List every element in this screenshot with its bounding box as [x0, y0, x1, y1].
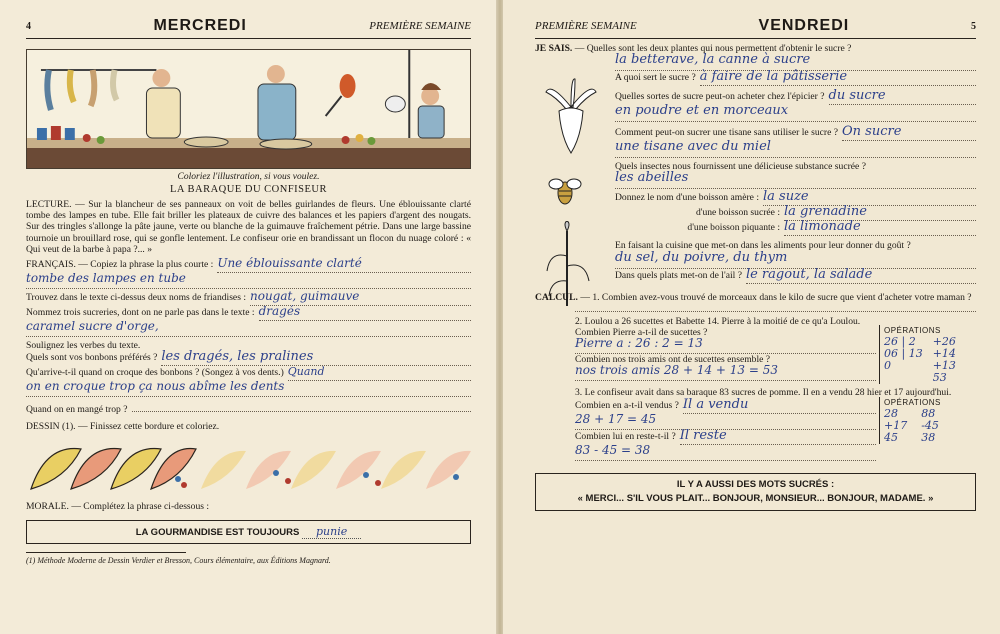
jesais-a4b: une tisane avec du miel	[615, 141, 976, 158]
francais-q3: Nommez trois sucreries, dont on ne parle pas dans le texte :	[26, 307, 255, 319]
calcul-c1: — 1. Combien avez-vous trouvé de morceaux dans le kilo de sucre que vient d'acheter votre maman ?	[580, 291, 972, 303]
page-number: 4	[26, 20, 31, 32]
ops-label-2: OPÉRATIONS	[884, 397, 941, 407]
dessin-section	[26, 421, 471, 432]
calcul-section	[535, 292, 976, 461]
jesais-q5: Quels insectes nous fournissent une délicieuse substance sucrée ?	[615, 161, 866, 173]
lecture-label: LECTURE.	[26, 199, 72, 210]
jesais-q1: — Quelles sont les deux plantes qui nous permettent d'obtenir le sucre ?	[574, 43, 852, 54]
francais-q2: Trouvez dans le texte ci-dessus deux noms de friandises :	[26, 292, 246, 304]
ops1b-line: +26	[932, 335, 956, 349]
jesais-q3: Quelles sortes de sucre peut-on acheter chez l'épicier ?	[615, 91, 825, 103]
answer-2: nougat, guimauve	[250, 291, 471, 306]
operations-2	[879, 397, 976, 444]
answer-6b: on en croque trop ça nous abîme les dents	[26, 381, 471, 397]
calcul-label: CALCUL.	[535, 291, 578, 303]
ops2b-line: 38	[921, 430, 936, 444]
ops1-line: 06 | 13	[884, 347, 923, 361]
answer-6a: Quand	[288, 366, 471, 381]
ops1-line: 0	[884, 359, 891, 373]
jesais-a3b: en poudre et en morceaux	[615, 105, 976, 122]
calcul-c3a1b: 28 + 17 = 45	[575, 414, 876, 430]
calcul-c2-block	[535, 326, 976, 385]
footnote: (1) Méthode Moderne de Dessin Verdier et Bresson, Cours élémentaire, aux Éditions Magnard.	[26, 552, 186, 565]
jesais-a6c: la limonade	[784, 221, 976, 236]
lesson-title: LA BARAQUE DU CONFISEUR	[169, 184, 328, 195]
answer-3a: dragés	[259, 306, 471, 321]
morale-box	[26, 520, 471, 544]
illustration-caption: Coloriez l'illustration, si vous voulez.	[177, 172, 320, 182]
morale-answer: punie	[302, 525, 361, 539]
operations-1	[879, 325, 976, 384]
day-title-right: VENDREDI	[758, 17, 850, 34]
francais-q5: Quels sont vos bonbons préférés ?	[26, 352, 158, 364]
lecture-section	[26, 199, 471, 255]
left-header	[26, 16, 471, 39]
bee-icon	[545, 171, 585, 214]
answer-5: les dragés, les pralines	[161, 351, 471, 366]
answer-7	[132, 397, 471, 412]
polite-words-box	[535, 473, 976, 511]
calcul-c2: 2. Loulou a 26 sucettes et Babette 14. Pierre à la moitié de ce qu'a Loulou.	[575, 315, 861, 327]
beetroot-icon	[541, 77, 601, 160]
ops2-line: 45	[884, 430, 898, 444]
jesais-a3a: du sucre	[829, 90, 977, 105]
morale-label: MORALE.	[26, 500, 69, 512]
jesais-q8: Dans quels plats met-on de l'ail ?	[615, 269, 742, 281]
day-title: MERCREDI	[153, 17, 247, 34]
morale-box-text: LA GOURMANDISE EST TOUJOURS	[135, 526, 300, 538]
jesais-q4: Comment peut-on sucrer une tisane sans utiliser le sucre ?	[615, 127, 838, 139]
lecture-text: — Sur la blancheur de ses panneaux on voit de belles guirlandes de fleurs. Une éblouissante clarté tombe des lampes en tube. Elle fait briller les plateaux de cuivre des balances et les papiers d'argent des nougats. Sur des tringles s'allonge la pâte jaune, verte ou blanche de la guimauve fraîchement pétrie. Dans une large bassine tournoie un brouillard rose, qui se gonfle lentement. Le confiseur orie en brandissant un flocon du nuage coloré : « Qui veut de la barbe à papa ?... »	[26, 199, 471, 255]
jesais-a1: la betterave, la canne à sucre	[615, 54, 976, 71]
calcul-c3q2: Combien lui en reste-t-il ?	[575, 430, 676, 442]
page-number-right: 5	[971, 20, 976, 32]
francais-q7: Quand on en mangé trop ?	[26, 404, 128, 416]
jesais-a6a: la suze	[763, 191, 976, 206]
ops2b-line: -45	[921, 418, 939, 432]
calcul-c3a2b: 83 - 45 = 38	[575, 445, 876, 461]
drawing-border	[26, 439, 471, 495]
jesais-a2: à faire de la pâtisserie	[700, 71, 976, 86]
calcul-c3a2a: Il reste	[680, 430, 876, 445]
left-page	[0, 0, 497, 634]
francais-q1: — Copiez la phrase la plus courte :	[78, 259, 214, 271]
je-sais-label: JE SAIS.	[535, 43, 573, 54]
calcul-c2a1: Pierre a : 26 : 2 = 13	[575, 338, 876, 354]
calcul-c3a1a: Il a vendu	[683, 399, 876, 414]
dessin-label: DESSIN (1).	[26, 421, 76, 433]
francais-section	[26, 258, 471, 415]
right-page	[503, 0, 1000, 634]
polite-words-line1: IL Y A AUSSI DES MOTS SUCRÉS :	[676, 478, 835, 490]
jesais-q2: A quoi sert le sucre ?	[615, 72, 696, 84]
answer-1a: Une éblouissante clarté	[217, 258, 471, 273]
dessin-text: — Finissez cette bordure et coloriez.	[77, 421, 220, 433]
jesais-a7: du sel, du poivre, du thym	[615, 252, 976, 269]
calcul-a1	[575, 303, 976, 312]
jesais-a4a: On sucre	[842, 126, 976, 141]
calcul-c3-block	[535, 396, 976, 461]
calcul-c3: 3. Le confiseur avait dans sa baraque 83 sucres de pomme. Il en a vendu 28 hier et 17 aujourd'hui.	[575, 387, 952, 399]
ops1b-line: 53	[932, 371, 947, 385]
ops2-line: +17	[884, 418, 908, 432]
calcul-c2q2: Combien nos trois amis ont de sucettes ensemble ?	[575, 354, 771, 366]
morale-section	[26, 501, 471, 512]
ops2b-line: 88	[921, 406, 936, 420]
polite-words-line2: « MERCI... S'IL VOUS PLAIT... BONJOUR, MONSIEUR... BONJOUR, MADAME. »	[577, 492, 934, 504]
morale-text: — Complétez la phrase ci-dessous :	[71, 500, 210, 512]
ops1-line: 26 | 2	[884, 335, 916, 349]
right-header	[535, 16, 976, 39]
ops-label-1: OPÉRATIONS	[884, 326, 941, 336]
calcul-c2q1: Combien Pierre a-t-il de sucettes ?	[575, 327, 708, 339]
francais-q6: Qu'arrive-t-il quand on croque des bonbons ? (Songez à vos dents.)	[26, 367, 284, 379]
je-sais-section	[535, 43, 976, 284]
ops2-line: 28	[884, 406, 898, 420]
jesais-q6a: Donnez le nom d'une boisson amère :	[615, 192, 759, 204]
answer-1b: tombe des lampes en tube	[26, 273, 471, 289]
jesais-a6b: la grenadine	[784, 206, 976, 221]
week-label-right: PREMIÈRE SEMAINE	[535, 20, 637, 32]
jesais-q7: En faisant la cuisine que met-on dans les aliments pour leur donner du goût ?	[615, 240, 911, 252]
confectioner-illustration	[26, 49, 471, 169]
jesais-q6c: d'une boisson piquante :	[687, 222, 780, 234]
jesais-a8: le ragout, la salade	[746, 269, 976, 284]
answer-3b: caramel sucre d'orge,	[26, 321, 471, 337]
ops1b-line: +14	[932, 347, 956, 361]
calcul-c3q1: Combien en a-t-il vendus ?	[575, 399, 679, 411]
week-label: PREMIÈRE SEMAINE	[369, 20, 471, 32]
ops1b-line: +13	[932, 359, 956, 373]
calcul-c2a2: nos trois amis 28 + 14 + 13 = 53	[575, 365, 876, 381]
francais-q4: Soulignez les verbes du texte.	[26, 340, 141, 352]
francais-label: FRANÇAIS.	[26, 259, 76, 271]
jesais-a5: les abeilles	[615, 172, 976, 189]
jesais-q6b: d'une boisson sucrée :	[695, 207, 780, 219]
